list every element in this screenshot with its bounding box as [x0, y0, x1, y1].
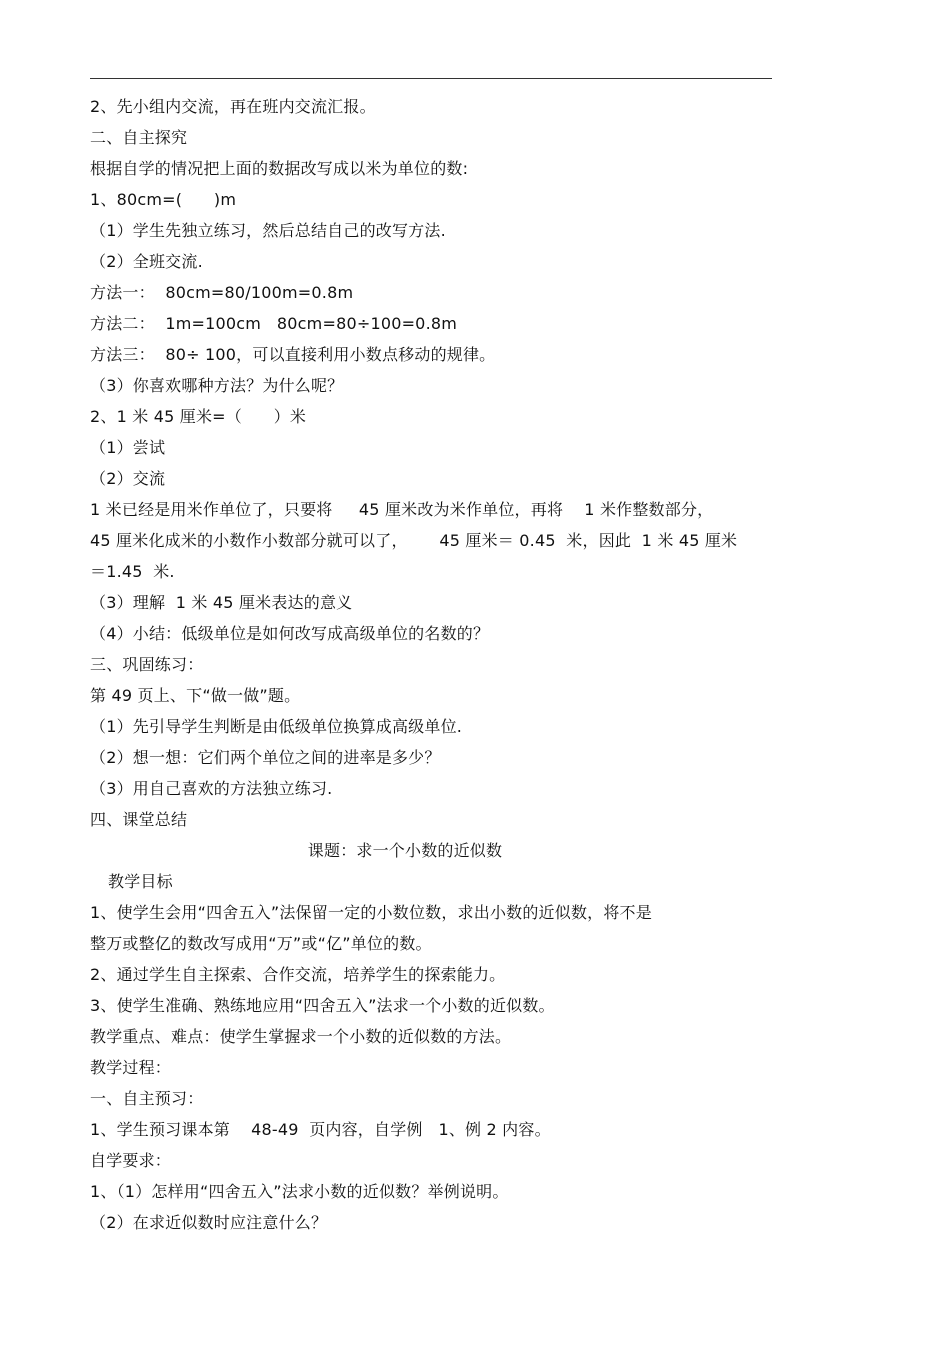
- text-line: 3、使学生准确、熟练地应用“四舍五入”法求一个小数的近似数。: [90, 996, 555, 1015]
- text-line: （3）你喜欢哪种方法？为什么呢？: [90, 376, 344, 395]
- text-line: （2）全班交流.: [90, 252, 203, 271]
- header-rule: [90, 78, 772, 79]
- section-heading: 一、自主预习：: [90, 1089, 204, 1108]
- text-line: 1、80cm=( )m: [90, 190, 237, 209]
- text-line: 第 49 页上、下“做一做”题。: [90, 686, 301, 705]
- text-line: 教学过程：: [90, 1058, 172, 1077]
- text-line: 1、（1）怎样用“四舍五入”法求小数的近似数？举例说明。: [90, 1182, 509, 1201]
- text-line: 1 米已经是用米作单位了，只要将 45 厘米改为米作单位，再将 1 米作整数部分，: [90, 500, 714, 519]
- text-line: 自学要求：: [90, 1151, 172, 1170]
- text-line: 教学重点、难点：使学生掌握求一个小数的近似数的方法。: [90, 1027, 512, 1046]
- text-line: 1、学生预习课本第 48-49 页内容，自学例 1、例 2 内容。: [90, 1120, 551, 1139]
- document-body: [90, 91, 780, 1238]
- section-heading: 三、巩固练习：: [90, 655, 204, 674]
- text-line: 1、使学生会用“四舍五入”法保留一定的小数位数，求出小数的近似数，将不是: [90, 903, 652, 922]
- text-line: 根据自学的情况把上面的数据改写成以米为单位的数:: [90, 159, 469, 178]
- text-line: ＝1.45 米.: [90, 562, 175, 581]
- section-heading: 四、课堂总结: [90, 810, 188, 829]
- text-line: （3）用自己喜欢的方法独立练习.: [90, 779, 333, 798]
- text-line: 2、先小组内交流，再在班内交流汇报。: [90, 97, 376, 116]
- text-line: 方法二： 1m=100cm 80cm=80÷100=0.8m: [90, 314, 458, 333]
- text-line: 方法一： 80cm=80/100m=0.8m: [90, 283, 354, 302]
- text-line: （4）小结：低级单位是如何改写成高级单位的名数的？: [90, 624, 490, 643]
- text-line: 2、通过学生自主探索、合作交流，培养学生的探索能力。: [90, 965, 506, 984]
- text-line: （3）理解 1 米 45 厘米表达的意义: [90, 593, 353, 612]
- text-line: （1）尝试: [90, 438, 166, 457]
- section-heading: 二、自主探究: [90, 128, 188, 147]
- text-line: 45 厘米化成米的小数作小数部分就可以了， 45 厘米＝ 0.45 米，因此 1 米 45 厘米: [90, 531, 738, 550]
- text-line: （2）在求近似数时应注意什么？: [90, 1213, 328, 1232]
- text-line: （1）先引导学生判断是由低级单位换算成高级单位.: [90, 717, 463, 736]
- text-line: 整万或整亿的数改写成用“万”或“亿”单位的数。: [90, 934, 432, 953]
- text-line: 2、1 米 45 厘米=（ ）米: [90, 407, 307, 426]
- text-line: （2）想一想：它们两个单位之间的进率是多少？: [90, 748, 441, 767]
- lesson-title: 课题：求一个小数的近似数: [307, 841, 503, 860]
- text-line: （1）学生先独立练习，然后总结自己的改写方法.: [90, 221, 446, 240]
- subheading: 教学目标: [108, 872, 173, 891]
- text-line: 方法三： 80÷ 100，可以直接利用小数点移动的规律。: [90, 345, 496, 364]
- text-line: （2）交流: [90, 469, 166, 488]
